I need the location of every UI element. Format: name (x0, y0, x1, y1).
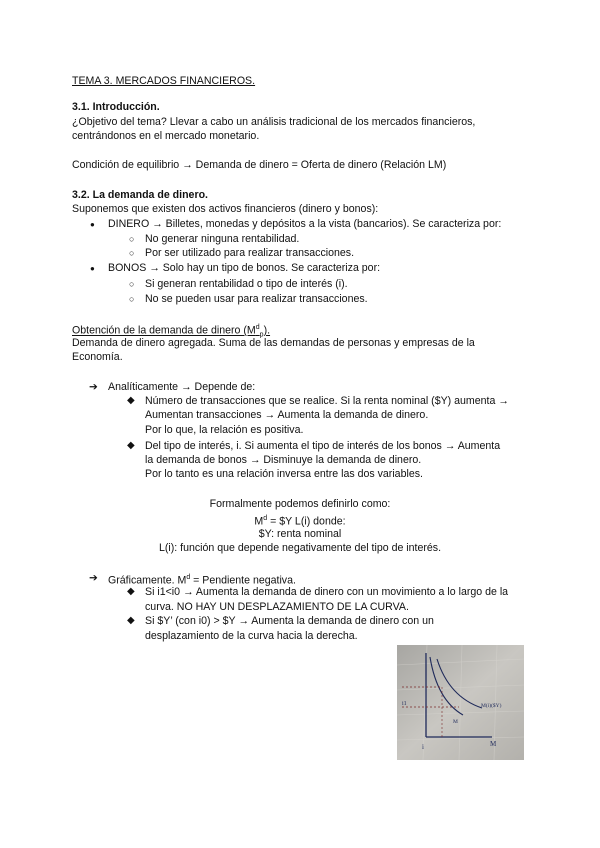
list-item: Del tipo de interés, i. Si aumenta el tipo de interés de los bonos → Aumenta (145, 440, 501, 452)
list-item: curva. NO HAY UN DESPLAZAMIENTO DE LA CURVA. (145, 601, 409, 613)
list-item: la demanda de bonos → Disminuye la demanda de dinero. (145, 454, 422, 466)
list-item: Aumentan transacciones → Aumenta la demanda de dinero. (145, 409, 429, 421)
arrow-icon: ➔ (89, 381, 98, 393)
bullet-circle-icon: ○ (129, 294, 135, 304)
bullet-circle-icon: ○ (129, 248, 135, 258)
axis-x-label: M (490, 740, 497, 748)
bullet-dot-icon: ● (90, 220, 95, 229)
paragraph-line: Economía. (72, 351, 123, 363)
intro-line: ¿Objetivo del tema? Llevar a cabo un análisis tradicional de los mercados financieros, (72, 116, 476, 128)
i1-label: i1 (402, 701, 407, 707)
formula-line: Formalmente podemos definirlo como: (209, 498, 391, 510)
assets-intro: Suponemos que existen dos activos financieros (dinero y bonos): (72, 203, 379, 215)
bullet-dot-icon: ● (90, 264, 95, 273)
list-item: Si i1<i0 → Aumenta la demanda de dinero con un movimiento a lo largo de la (145, 586, 509, 598)
formula-line: $Y: renta nominal (258, 528, 342, 540)
list-item: desplazamiento de la curva hacia la derecha. (145, 630, 358, 642)
diamond-icon: ◆ (127, 615, 135, 626)
intro-line: centrándonos en el mercado monetario. (72, 130, 260, 142)
graph-photo (397, 645, 524, 760)
diamond-icon: ◆ (127, 440, 135, 451)
formula-line: $M^d$ = $Y L(i) donde: (254, 515, 346, 528)
list-item: No generar ninguna rentabilidad. (145, 233, 300, 245)
list-item: Por lo tanto es una relación inversa entre las dos variables. (145, 468, 423, 480)
list-item: DINERO → Billetes, monedas y depósitos a la vista (bancarios). Se caracteriza por: (108, 218, 502, 230)
diamond-icon: ◆ (127, 586, 135, 597)
section-heading-intro: 3.1. Introducción. (72, 101, 160, 113)
list-item: BONOS → Solo hay un tipo de bonos. Se caracteriza por: (108, 262, 381, 274)
curve-label: M(i)($Y) (481, 703, 502, 709)
diamond-icon: ◆ (127, 395, 135, 406)
hand-drawn-graph (397, 645, 524, 760)
list-item: No se pueden usar para realizar transacciones. (145, 293, 368, 305)
arrow-icon: ➔ (89, 572, 98, 584)
section-heading-demand: 3.2. La demanda de dinero. (72, 189, 208, 201)
list-item: Por ser utilizado para realizar transacciones. (145, 247, 355, 259)
list-item: Por lo que, la relación es positiva. (145, 424, 304, 436)
subsection-heading: Obtención de la demanda de dinero $(M^d_p)$. (72, 324, 271, 339)
bullet-circle-icon: ○ (129, 279, 135, 289)
axis-y-label: i (422, 743, 424, 751)
bullet-circle-icon: ○ (129, 234, 135, 244)
paragraph-line: Demanda de dinero agregada. Suma de las demandas de personas y empresas de la (72, 337, 475, 349)
list-item: Analíticamente → Depende de: (108, 381, 256, 393)
formula-line: L(i): función que depende negativamente del tipo de interés. (158, 542, 442, 554)
list-item: Número de transacciones que se realice. Si la renta nominal ($Y) aumenta → (145, 395, 509, 407)
list-item: Si generan rentabilidad o tipo de interés (i). (145, 278, 348, 290)
curve-label: M (453, 719, 458, 725)
page-title: TEMA 3. MERCADOS FINANCIEROS. (72, 75, 256, 87)
list-item: Si $Y’ (con i0) > $Y → Aumenta la demanda de dinero con un (145, 615, 434, 627)
list-item: Gráficamente. $M^d$ = Pendiente negativa. (108, 574, 296, 587)
equilibrium-condition: Condición de equilibrio → Demanda de dinero = Oferta de dinero (Relación LM) (72, 159, 447, 171)
